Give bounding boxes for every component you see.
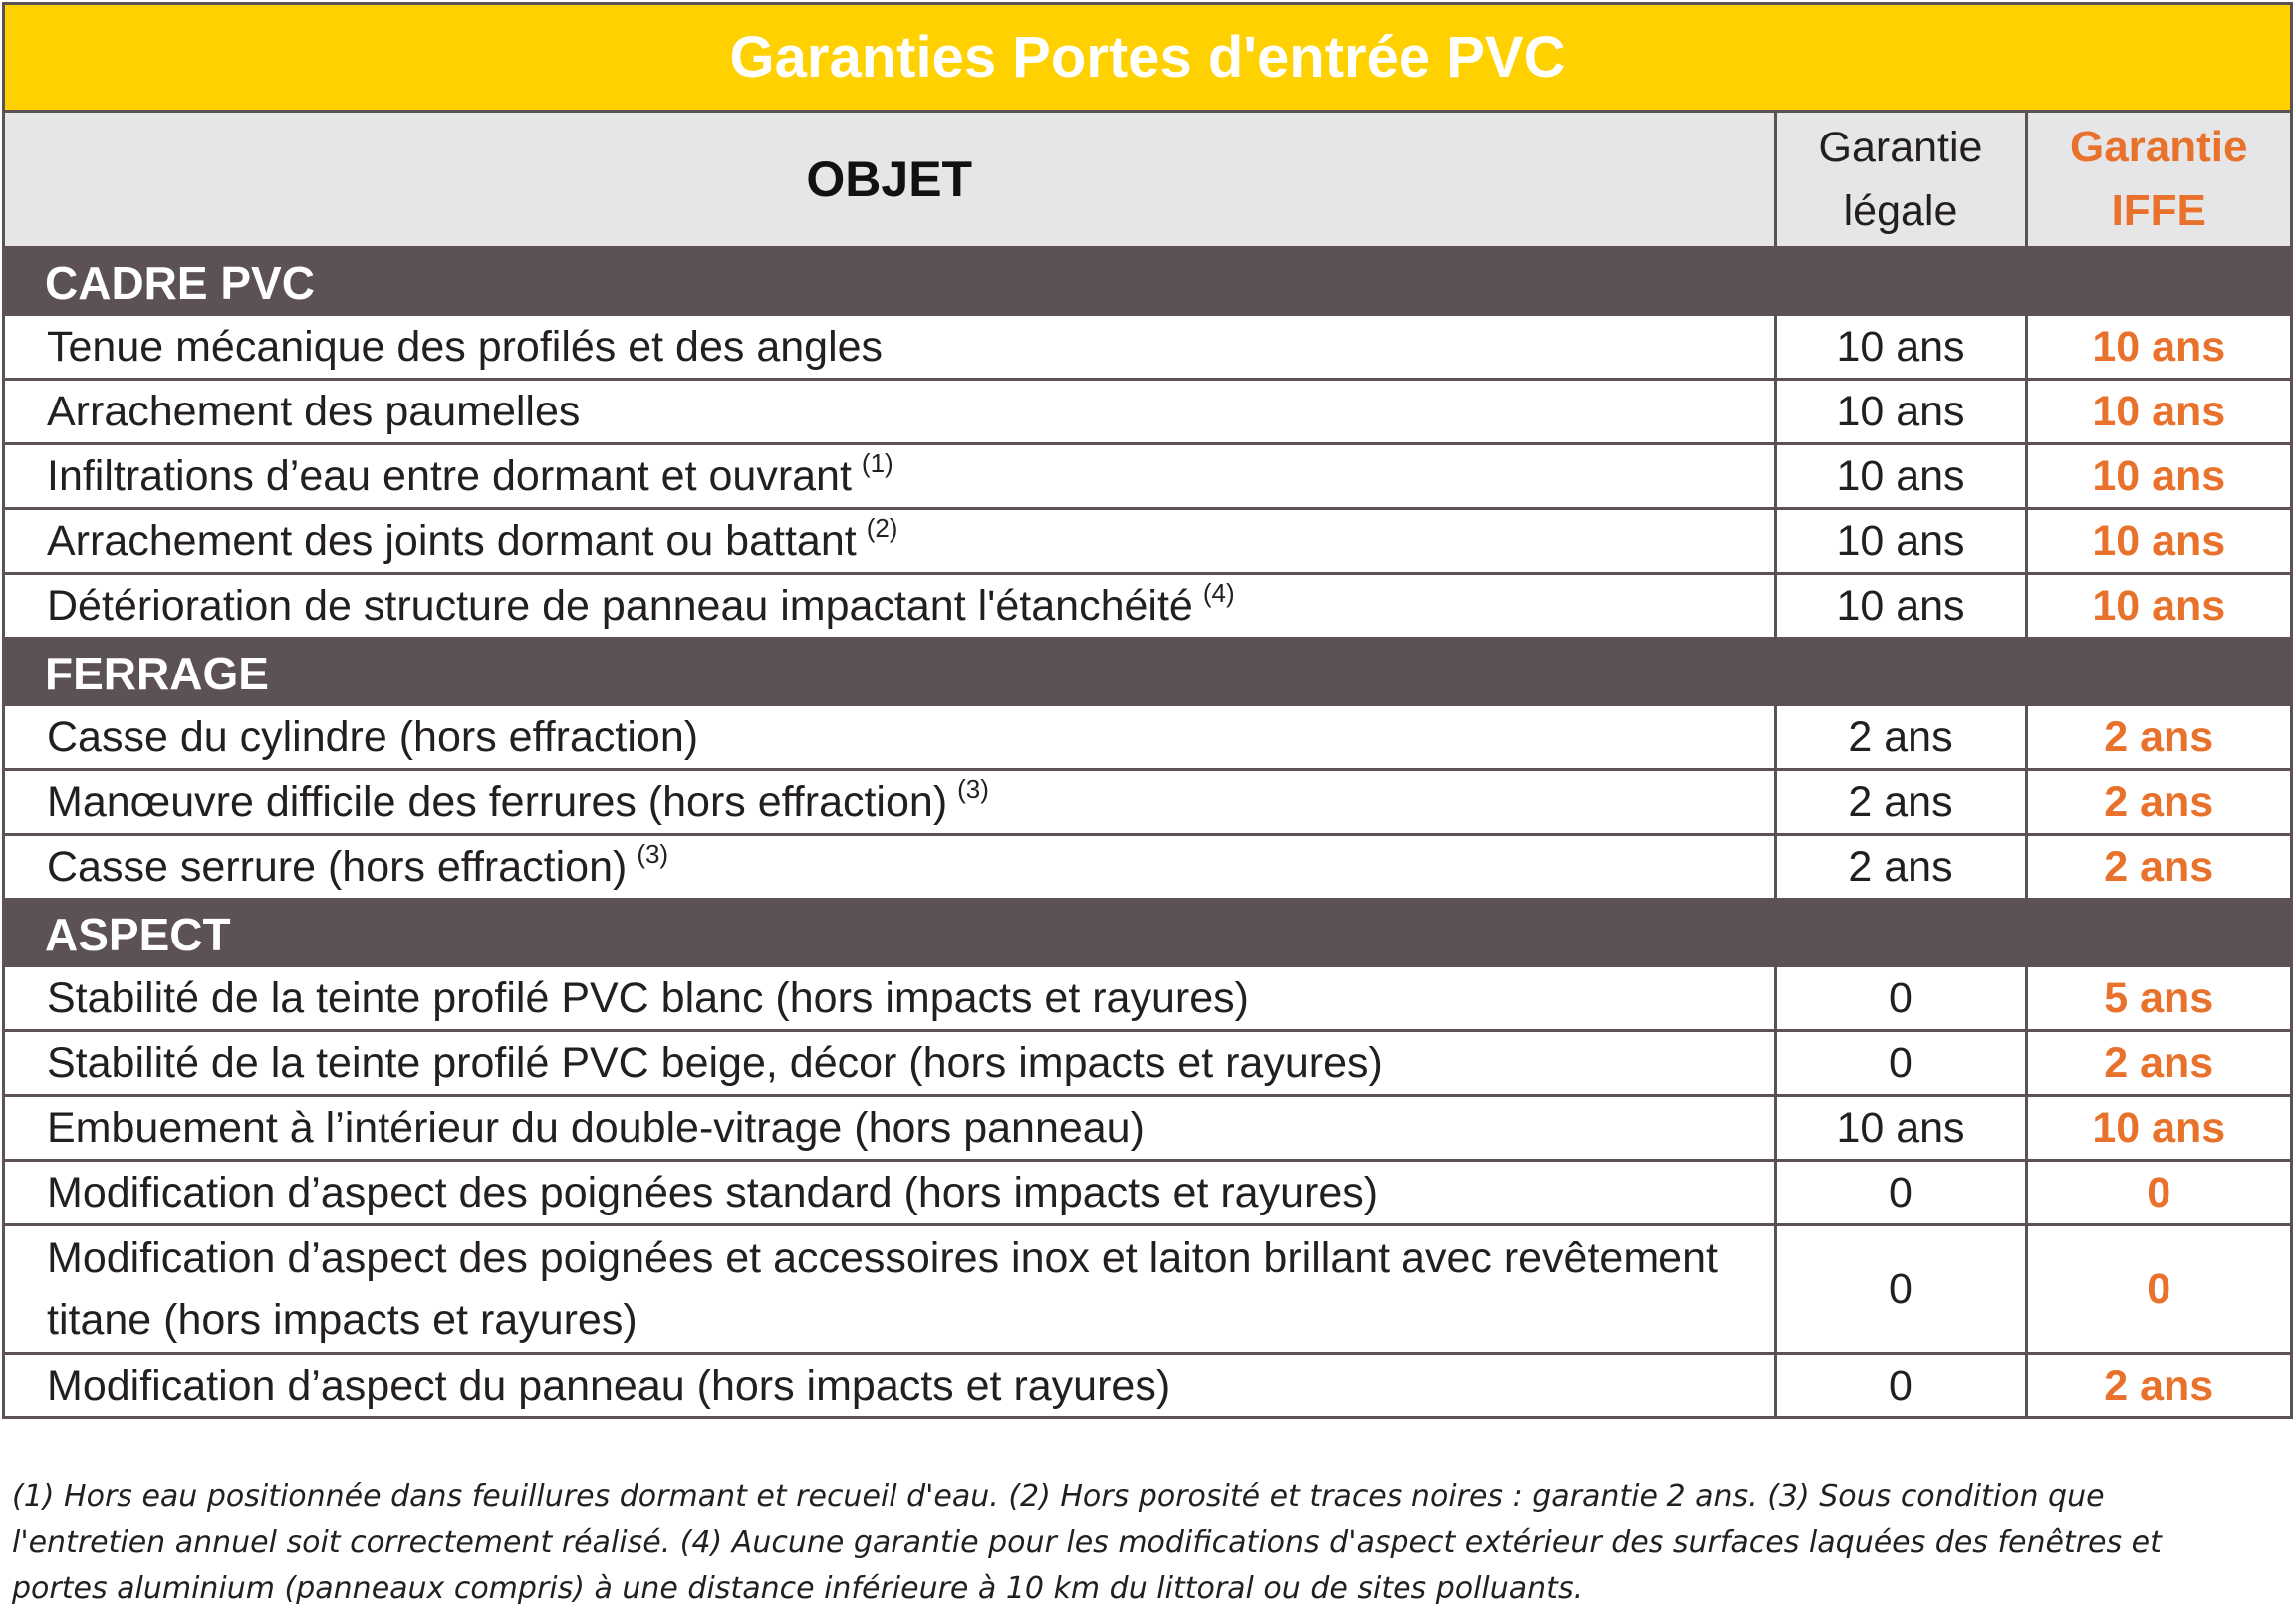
- cell-garantie-legale: 10 ans: [1775, 316, 2026, 380]
- objet-text: Embuement à l’intérieur du double-vitrage (hors panneau): [47, 1104, 1145, 1152]
- table-row: [5, 1161, 2290, 1225]
- cell-garantie-legale: 0: [1775, 967, 2026, 1031]
- footnote-ref: (4): [1202, 578, 1235, 608]
- cell-garantie-legale: 0: [1775, 1031, 2026, 1096]
- cell-garantie-iffe: 0: [2026, 1225, 2290, 1354]
- footnote: (1) Hors eau positionnée dans feuillures dormant et recueil d'eau. (2) Hors porosité et traces noires : garantie 2 ans. (3) Sous condition que l'entretien annuel soit correctement réalisé. (4) Aucune garantie pour les modifications d'aspect extérieur des surfaces laquées des fenêtres et portes aluminium (panneaux compris) à une distance inférieure à 10 km du littoral ou de sites polluants.: [12, 1480, 2162, 1606]
- section-title: FERRAGE: [5, 639, 2290, 707]
- objet-text: Arrachement des joints dormant ou battant: [47, 517, 857, 565]
- cell-garantie-iffe: 2 ans: [2026, 835, 2290, 900]
- section-title: ASPECT: [5, 900, 2290, 968]
- section-title: CADRE PVC: [5, 248, 2290, 317]
- objet-text: Arrachement des paumelles: [47, 388, 581, 435]
- table-row: [5, 1354, 2290, 1418]
- objet-text: Stabilité de la teinte profilé PVC beige, décor (hors impacts et rayures): [47, 1039, 1383, 1087]
- objet-text: Tenue mécanique des profilés et des angles: [47, 323, 884, 371]
- cell-objet: [5, 835, 1775, 900]
- cell-garantie-iffe: 5 ans: [2026, 967, 2290, 1031]
- table-row: [5, 706, 2290, 770]
- cell-objet: [5, 967, 1775, 1031]
- cell-garantie-legale: 0: [1775, 1354, 2026, 1418]
- cell-objet: [5, 1354, 1775, 1418]
- warranty-table: [5, 113, 2290, 1417]
- objet-text: Modification d’aspect des poignées standard (hors impacts et rayures): [47, 1169, 1379, 1216]
- cell-objet: [5, 444, 1775, 509]
- objet-text: Modification d’aspect des poignées et accessoires inox et laiton brillant avec revêtement titane (hors impacts et rayures): [47, 1234, 1718, 1344]
- cell-garantie-legale: 10 ans: [1775, 444, 2026, 509]
- table-row: [5, 316, 2290, 380]
- objet-text: Infiltrations d’eau entre dormant et ouvrant: [47, 452, 852, 500]
- column-header-objet: OBJET: [5, 113, 1775, 248]
- objet-text: Stabilité de la teinte profilé PVC blanc (hors impacts et rayures): [47, 974, 1249, 1022]
- column-header-ifee: [2026, 113, 2290, 248]
- cell-objet: [5, 706, 1775, 770]
- table-row: [5, 770, 2290, 835]
- cell-objet: [5, 574, 1775, 639]
- table-row: [5, 1096, 2290, 1161]
- column-header-legal-line2: légale: [1843, 187, 1958, 235]
- objet-text: Détérioration de structure de panneau impactant l'étanchéité: [47, 582, 1193, 630]
- cell-garantie-legale: 2 ans: [1775, 770, 2026, 835]
- column-header-legal-line1: Garantie: [1818, 124, 1983, 171]
- cell-garantie-iffe: 10 ans: [2026, 574, 2290, 639]
- cell-objet: [5, 509, 1775, 574]
- cell-objet: [5, 1161, 1775, 1225]
- table-row: [5, 574, 2290, 639]
- section-header-row: [5, 900, 2290, 968]
- cell-garantie-iffe: 10 ans: [2026, 509, 2290, 574]
- table-row: [5, 1225, 2290, 1354]
- cell-garantie-legale: 10 ans: [1775, 574, 2026, 639]
- cell-garantie-legale: 2 ans: [1775, 835, 2026, 900]
- cell-garantie-iffe: 10 ans: [2026, 380, 2290, 444]
- table-row: [5, 444, 2290, 509]
- cell-objet: [5, 770, 1775, 835]
- cell-objet: [5, 1031, 1775, 1096]
- section-header-row: [5, 248, 2290, 317]
- table-title: Garanties Portes d'entrée PVC: [5, 5, 2290, 113]
- cell-garantie-legale: 10 ans: [1775, 380, 2026, 444]
- cell-garantie-iffe: 10 ans: [2026, 444, 2290, 509]
- column-header-ifee-line2: IFFE: [2111, 186, 2206, 235]
- cell-garantie-iffe: 2 ans: [2026, 770, 2290, 835]
- cell-garantie-legale: 2 ans: [1775, 706, 2026, 770]
- cell-garantie-iffe: 10 ans: [2026, 316, 2290, 380]
- footnote-ref: (3): [957, 774, 989, 804]
- objet-text: Casse du cylindre (hors effraction): [47, 713, 699, 761]
- table-header-row: [5, 113, 2290, 248]
- objet-text: Manœuvre difficile des ferrures (hors effraction): [47, 778, 948, 826]
- cell-garantie-iffe: 0: [2026, 1161, 2290, 1225]
- cell-garantie-iffe: 10 ans: [2026, 1096, 2290, 1161]
- cell-garantie-legale: 10 ans: [1775, 1096, 2026, 1161]
- objet-text: Casse serrure (hors effraction): [47, 843, 628, 891]
- column-header-legal: [1775, 113, 2026, 248]
- objet-text: Modification d’aspect du panneau (hors impacts et rayures): [47, 1362, 1171, 1410]
- cell-objet: [5, 380, 1775, 444]
- cell-garantie-iffe: 2 ans: [2026, 706, 2290, 770]
- cell-garantie-iffe: 2 ans: [2026, 1031, 2290, 1096]
- table-row: [5, 380, 2290, 444]
- table-body: [5, 248, 2290, 1418]
- table-row: [5, 1031, 2290, 1096]
- section-header-row: [5, 639, 2290, 707]
- table-row: [5, 509, 2290, 574]
- cell-objet: [5, 1225, 1775, 1354]
- column-header-ifee-line1: Garantie: [2069, 123, 2248, 171]
- table-row: [5, 835, 2290, 900]
- footnote-ref: (3): [637, 839, 669, 869]
- cell-garantie-legale: 0: [1775, 1225, 2026, 1354]
- table-row: [5, 967, 2290, 1031]
- cell-garantie-legale: 0: [1775, 1161, 2026, 1225]
- footnote-ref: (2): [866, 513, 898, 543]
- footnote-ref: (1): [861, 448, 893, 478]
- cell-garantie-iffe: 2 ans: [2026, 1354, 2290, 1418]
- cell-garantie-legale: 10 ans: [1775, 509, 2026, 574]
- warranty-table-frame: [2, 2, 2293, 1419]
- cell-objet: [5, 1096, 1775, 1161]
- cell-objet: [5, 316, 1775, 380]
